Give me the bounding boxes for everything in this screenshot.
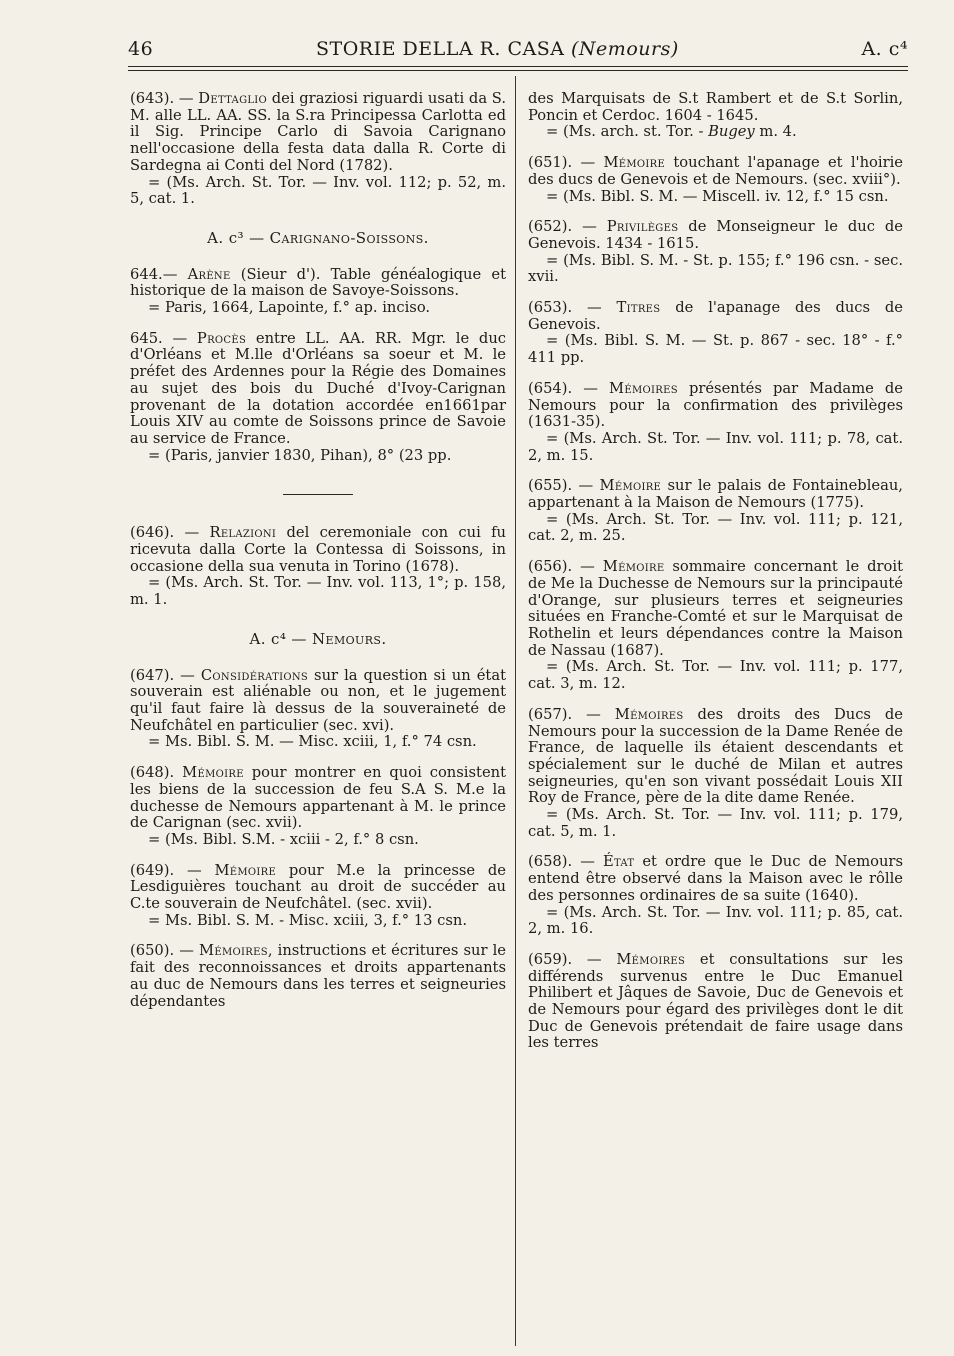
entry-646 [130, 525, 506, 609]
entry-643 [130, 91, 506, 208]
entry-body: pour M.e la princesse de Lesdiguières touchant au droit de succéder au C.te souverain de Neufchâtel. (sec. xvii). [130, 861, 507, 913]
entry-reference: = (Ms. Bibl. S.M. - xciii - 2, f.° 8 csn. [148, 830, 419, 848]
entry-650 [130, 943, 506, 1010]
header-rule [128, 70, 908, 71]
entry-heading: Mémoire [182, 764, 244, 782]
entry-reference: = (Ms. Bibl. S. M. - St. p. 155; f.° 196 csn. - sec. xvii. [528, 251, 903, 286]
entry-body: (Sieur d'). Table généalogique et historique de la maison de Savoye-Soissons. [130, 265, 506, 300]
reference-italic: Bugey [708, 123, 755, 141]
entry-reference: = (Ms. Arch. St. Tor. — Inv. vol. 111; p. 177, cat. 3, m. 12. [528, 658, 903, 693]
entry-heading: Arène [187, 265, 231, 283]
entry-reference: = (Paris, janvier 1830, Pihan), 8° (23 pp. [148, 446, 452, 464]
entry-645 [130, 331, 506, 465]
entry-number: (657). — [528, 705, 601, 723]
entry-body: touchant l'apanage et l'hoirie des ducs de Genevois et de Nemours. (sec. xviii°). [528, 154, 903, 188]
entry-650-continued [528, 91, 903, 141]
section-heading-carignano-soissons [130, 230, 506, 247]
reference-prefix: = (Ms. arch. st. Tor. - [546, 123, 704, 141]
entry-number: (650). — [130, 942, 194, 960]
entry-reference [528, 124, 903, 141]
column-divider [515, 76, 516, 1346]
reference-suffix: m. 4. [759, 123, 797, 141]
entry-657 [528, 707, 903, 841]
entry-body: del ceremoniale con cui fu ricevuta dalla Corte la Contessa di Soissons, in occasione della sua venuta in Torino (1678). [130, 524, 506, 575]
entry-number: 645. — [130, 329, 188, 347]
entry-649 [130, 863, 506, 930]
entry-body: présentés par Madame de Nemours pour la confirmation des privilèges (1631-35). [528, 379, 903, 431]
entry-number: (649). — [130, 861, 202, 879]
section-heading-nemours [130, 631, 506, 648]
entry-heading: Mémoires [199, 942, 268, 960]
entry-number: (652). — [528, 218, 597, 236]
entry-number: (655). — [528, 477, 594, 495]
section-name: Carignano-Soissons. [269, 228, 429, 247]
entry-number: (653). — [528, 299, 602, 317]
entry-heading: Privilèges [606, 218, 679, 236]
entry-658 [528, 854, 903, 938]
entry-reference: = Ms. Bibl. S. M. — Misc. xciii, 1, f.° 74 csn. [148, 733, 477, 751]
entry-644 [130, 267, 506, 317]
separator-rule [283, 494, 353, 495]
entry-655 [528, 478, 903, 545]
entry-number: (643). — [130, 90, 194, 107]
entry-659 [528, 952, 903, 1052]
section-marker: A. c⁴ [861, 38, 908, 60]
entry-reference: = (Ms. Arch. St. Tor. — Inv. vol. 111; p. 85, cat. 2, m. 16. [528, 903, 903, 938]
entry-reference: = (Ms. Arch. St. Tor. — Inv. vol. 111; p. 179, cat. 5, m. 1. [528, 806, 903, 840]
entry-number: (654). — [528, 379, 598, 397]
running-title [316, 38, 679, 60]
entry-body: dei graziosi riguardi usati da S. M. alle LL. AA. SS. la S.ra Principessa Carlotta ed il Sig. Principe Carlo di Savoia Carignano nell'occasione della festa data dalla R. Corte di Sardegna ai Conti del Nord (1782). [130, 90, 507, 174]
entry-heading: Titres [616, 299, 661, 317]
entry-656 [528, 559, 903, 693]
page-number: 46 [128, 38, 154, 60]
entry-heading: État [602, 853, 635, 871]
entry-reference: = (Ms. Arch. St. Tor. — Inv. vol. 111; p. 121, cat. 2, m. 25. [528, 510, 903, 545]
entry-heading: Mémoire [603, 154, 666, 172]
section-prefix: A. c⁴ — [249, 629, 307, 648]
entry-body: sur la question si un état souverain est aliénable ou non, et le jugement qu'il faut faire là dessus de la souveraineté de Neufchâtel en particulier (sec. xvi). [130, 666, 506, 734]
entry-body: et ordre que le Duc de Nemours entend être observé dans la Maison avec le rôlle des personnes ordinaires de sa suite (1640). [528, 853, 903, 904]
entry-number: (659). — [528, 950, 602, 968]
entry-number: (656). — [528, 558, 595, 576]
entry-heading: Mémoire [214, 861, 277, 879]
entry-653 [528, 300, 903, 367]
entry-reference: = Ms. Bibl. S. M. - Misc. xciii, 3, f.° 13 csn. [148, 911, 468, 929]
running-title-main: STORIE DELLA R. CASA [316, 38, 565, 60]
entry-651 [528, 155, 903, 205]
entry-reference: = (Ms. Bibl. S. M. — Miscell. iv. 12, f.° 15 csn. [546, 187, 889, 205]
entry-body: sommaire concernant le droit de Me la Duchesse de Nemours sur la principauté d'Orange, sur plusieurs terres et seigneuries situées en Franche-Comté et sur le Marquisat de Rothelin et leurs dépendances contre la Maison de Nassau (1687). [528, 558, 903, 659]
running-header [128, 36, 908, 66]
entry-number: (658). — [528, 853, 595, 871]
entry-heading: Mémoires [616, 950, 686, 968]
entry-body: et consultations sur les différends survenus entre le Duc Emanuel Philibert et Jâques de Savoie, Duc de Genevois et de Nemours pour égard des privilèges dont le dit Duc de Genevois prétendait de faire usage dans les terres [528, 950, 903, 1052]
entry-reference: = (Ms. Bibl. S. M. — St. p. 867 - sec. 18° - f.° 411 pp. [528, 332, 903, 367]
entry-body: des droits des Ducs de Nemours pour la succession de la Dame Renée de France, de laquelle ils étaient descendants et spécialement sur le duché de Milan et autres seigneuries, qu'en son vivant possédait Louis XII Roy de France, père de la dite dame Renée. [528, 705, 903, 807]
entry-heading: Considérations [200, 666, 309, 684]
entry-body: de Monseigneur le duc de Genevois. 1434 - 1615. [528, 218, 903, 252]
right-column [528, 91, 903, 1066]
entry-reference: = (Ms. Arch. St. Tor. — Inv. vol. 113, 1°; p. 158, m. 1. [130, 574, 506, 609]
entry-heading: Procès [196, 329, 247, 347]
entry-body: pour montrer en quoi consistent les biens de la succession de feu S.A S. M.e la duchesse de Nemours appartenant à M. le prince de Carignan (sec. xvii). [130, 764, 506, 832]
entry-heading: Dettaglio [198, 90, 268, 107]
entry-648 [130, 765, 506, 849]
entry-heading: Relazioni [209, 524, 277, 542]
entry-647 [130, 668, 506, 752]
entry-reference: = (Ms. Arch. St. Tor. — Inv. vol. 112; p. 52, m. 5, cat. 1. [130, 173, 506, 208]
entry-body: de l'apanage des ducs de Genevois. [528, 299, 904, 333]
entry-body: sur le palais de Fontainebleau, appartenant à la Maison de Nemours (1775). [528, 477, 903, 512]
entry-reference: = (Ms. Arch. St. Tor. — Inv. vol. 111; p. 78, cat. 2, m. 15. [528, 429, 903, 464]
entry-number: (648). [130, 764, 175, 782]
entry-number: 644.— [130, 265, 178, 283]
entry-654 [528, 381, 903, 465]
entry-heading: Mémoires [614, 705, 684, 723]
entry-body: , instructions et écritures sur le fait des reconnoissances et droits appartenants au duc de Nemours dans les terres et seigneuries dépendantes [130, 942, 506, 1010]
entry-body: des Marquisats de S.t Rambert et de S.t Sorlin, Poncin et Cerdoc. 1604 - 1645. [528, 90, 903, 124]
header-rule [128, 66, 908, 67]
running-title-italic: (Nemours) [571, 38, 679, 60]
entry-body: entre LL. AA. RR. Mgr. le duc d'Orléans et M.lle d'Orléans sa soeur et M. le préfet des Ardennes pour la Régie des Domaines au sujet des bois du Duché d'Ivoy-Carignan provenant de la dotation accordée en1661par Louis XIV au comte de Soissons prince de Savoie au service de France. [130, 329, 507, 447]
entry-number: (647). — [130, 666, 195, 684]
left-column [130, 91, 506, 1024]
entry-reference: = Paris, 1664, Lapointe, f.° ap. inciso. [148, 299, 431, 317]
entry-number: (646). — [130, 524, 200, 542]
section-name: Nemours. [312, 629, 387, 648]
entry-heading: Mémoire [599, 477, 662, 495]
entry-number: (651). — [528, 154, 596, 172]
entry-heading: Mémoire [602, 558, 665, 576]
section-prefix: A. c³ — [207, 228, 265, 247]
entry-heading: Mémoires [609, 379, 678, 397]
entry-652 [528, 219, 903, 286]
